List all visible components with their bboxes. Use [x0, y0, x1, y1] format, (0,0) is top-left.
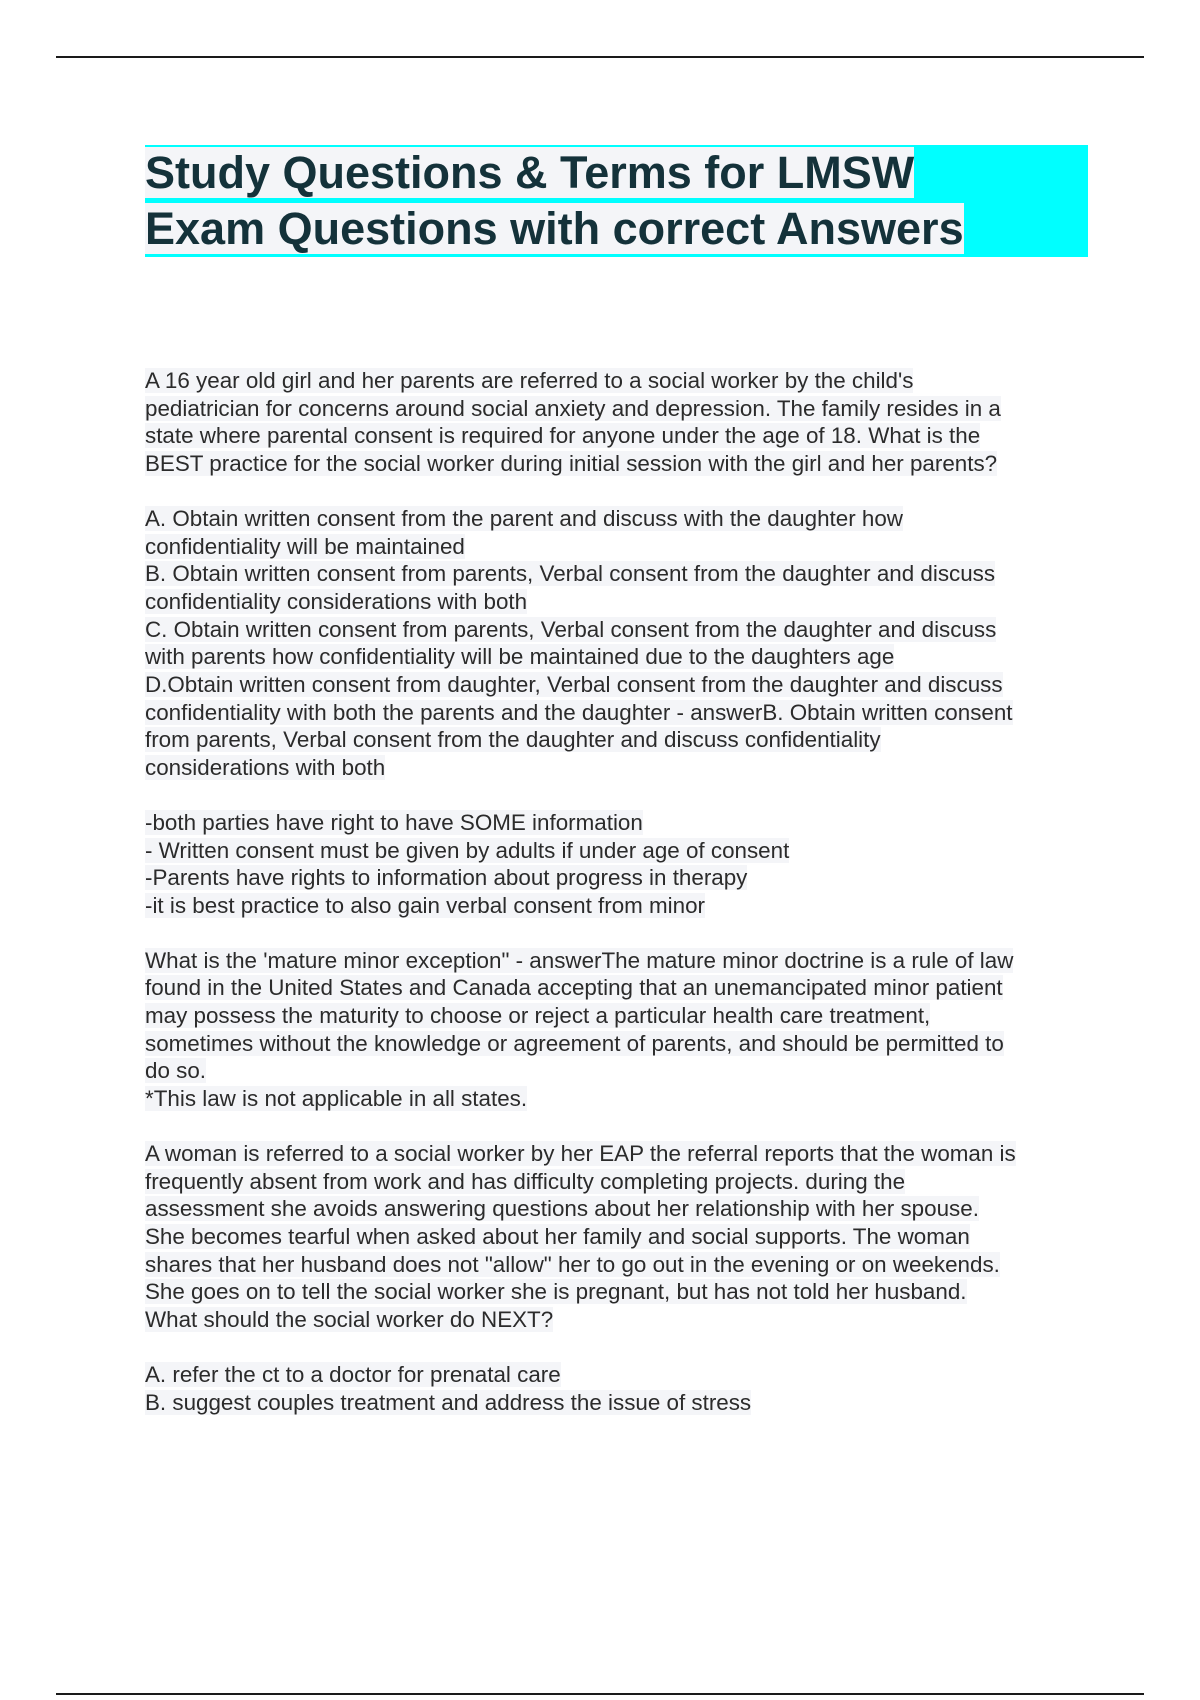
text-line: sometimes without the knowledge or agreement of parents, and should be permitted to	[145, 1030, 1004, 1056]
text-line: with parents how confidentiality will be maintained due to the daughters age	[145, 644, 895, 670]
text-line: A woman is referred to a social worker by her EAP the referral reports that the woman is	[145, 1140, 1016, 1166]
text-line: What is the 'mature minor exception" - answerThe mature minor doctrine is a rule of law	[145, 947, 1014, 973]
text-line: A. refer the ct to a doctor for prenatal care	[145, 1361, 561, 1387]
text-line: C. Obtain written consent from parents, Verbal consent from the daughter and discuss	[145, 616, 997, 642]
question-1-options	[145, 505, 1090, 782]
text-line: -Parents have rights to information about progress in therapy	[145, 865, 748, 891]
text-line: D.Obtain written consent from daughter, Verbal consent from the daughter and discuss	[145, 672, 1003, 698]
text-line: She goes on to tell the social worker she is pregnant, but has not told her husband.	[145, 1279, 967, 1305]
text-line: considerations with both	[145, 755, 386, 781]
bottom-rule	[56, 1693, 1144, 1695]
text-line: -both parties have right to have SOME information	[145, 809, 643, 835]
question-1-stem	[145, 367, 1090, 478]
text-line: shares that her husband does not "allow" her to go out in the evening or on weekends.	[145, 1251, 1000, 1277]
text-line: may possess the maturity to choose or reject a particular health care treatment,	[145, 1003, 931, 1029]
text-line: *This law is not applicable in all states.	[145, 1086, 528, 1112]
text-line: B. Obtain written consent from parents, Verbal consent from the daughter and discuss	[145, 561, 996, 587]
text-line: from parents, Verbal consent from the daughter and discuss confidentiality	[145, 727, 881, 753]
title-line-1: Study Questions & Terms for LMSW	[145, 147, 915, 198]
document-title	[145, 145, 1088, 257]
text-line: B. suggest couples treatment and address the issue of stress	[145, 1389, 752, 1415]
text-line: state where parental consent is required for anyone under the age of 18. What is the	[145, 423, 981, 449]
text-line: frequently absent from work and has difficulty completing projects. during the	[145, 1168, 906, 1194]
text-line: A. Obtain written consent from the parent and discuss with the daughter how	[145, 505, 903, 531]
text-line: BEST practice for the social worker during initial session with the girl and her parents?	[145, 451, 998, 477]
text-line: confidentiality with both the parents and the daughter - answerB. Obtain written consent	[145, 699, 1013, 725]
text-line: do so.	[145, 1058, 206, 1084]
title-block	[145, 145, 1088, 257]
text-line: -it is best practice to also gain verbal consent from minor	[145, 892, 706, 918]
text-line: What should the social worker do NEXT?	[145, 1307, 554, 1333]
text-line: She becomes tearful when asked about her family and social supports. The woman	[145, 1223, 970, 1249]
title-line-2: Exam Questions with correct Answers	[145, 203, 964, 254]
text-line: A 16 year old girl and her parents are referred to a social worker by the child's	[145, 368, 914, 393]
question-2	[145, 947, 1090, 1113]
text-line: assessment she avoids answering questions about her relationship with her spouse.	[145, 1196, 979, 1222]
question-3-stem	[145, 1140, 1090, 1334]
text-line: found in the United States and Canada accepting that an unemancipated minor patient	[145, 975, 1003, 1001]
text-line: - Written consent must be given by adults if under age of consent	[145, 837, 790, 863]
text-line: confidentiality considerations with both	[145, 588, 528, 614]
text-line: pediatrician for concerns around social anxiety and depression. The family resides in a	[145, 395, 1001, 421]
question-1-notes	[145, 809, 1090, 920]
top-rule	[56, 56, 1144, 58]
question-3-options	[145, 1361, 1090, 1416]
document-body	[145, 367, 1090, 1443]
text-line: confidentiality will be maintained	[145, 533, 465, 559]
